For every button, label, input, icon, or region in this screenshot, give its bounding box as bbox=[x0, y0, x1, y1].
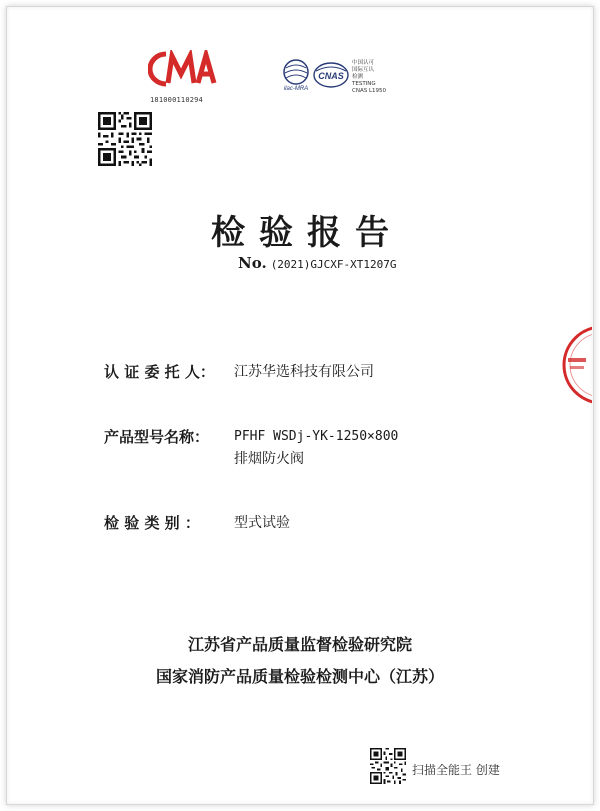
test-type-value bbox=[234, 512, 290, 534]
test-type-label: 检 验 类 别 ： bbox=[104, 514, 200, 532]
cnas-line-3: 检测 bbox=[352, 74, 364, 80]
cnas-accreditation-text bbox=[352, 60, 386, 95]
cnas-line-4: TESTING bbox=[352, 81, 376, 87]
cnas-line-5: CNAS L1950 bbox=[352, 88, 387, 94]
svg-text:ilac-MRA: ilac-MRA bbox=[283, 86, 309, 92]
product-value bbox=[234, 426, 398, 470]
svg-text:CNAS: CNAS bbox=[318, 71, 344, 81]
product-model: PFHF WSDj-YK-1250×800 bbox=[234, 429, 399, 444]
report-number-label: No. bbox=[238, 254, 267, 272]
cnas-logo bbox=[312, 60, 350, 90]
product-name: 排烟防火阀 bbox=[234, 451, 304, 467]
cnas-line-1: 中国认可 bbox=[352, 60, 375, 66]
product-label: 产品型号名称： bbox=[104, 428, 210, 446]
client-value bbox=[234, 361, 374, 383]
cma-logo bbox=[148, 50, 220, 88]
report-qr-code[interactable] bbox=[98, 112, 152, 166]
scanner-qr-code[interactable] bbox=[370, 748, 406, 784]
client-name: 江苏华选科技有限公司 bbox=[234, 364, 374, 380]
scanner-watermark: 扫描全能王 创建 bbox=[412, 763, 500, 777]
red-seal-stamp bbox=[560, 320, 592, 410]
client-label: 认 证 委 托 人： bbox=[104, 363, 215, 381]
test-type: 型式试验 bbox=[234, 515, 290, 531]
report-title: 检验报告 bbox=[211, 213, 403, 253]
cma-certificate-number: 181000110294 bbox=[150, 96, 203, 104]
report-number-value: (2021)GJCXF-XT1207G bbox=[270, 258, 397, 271]
ilac-mra-logo bbox=[276, 58, 316, 92]
issuer-center: 国家消防产品质量检验检测中心（江苏） bbox=[155, 667, 444, 686]
report-number bbox=[238, 254, 397, 272]
cnas-line-2: 国际互认 bbox=[352, 67, 375, 73]
issuer-institute: 江苏省产品质量监督检验研究院 bbox=[187, 635, 412, 654]
